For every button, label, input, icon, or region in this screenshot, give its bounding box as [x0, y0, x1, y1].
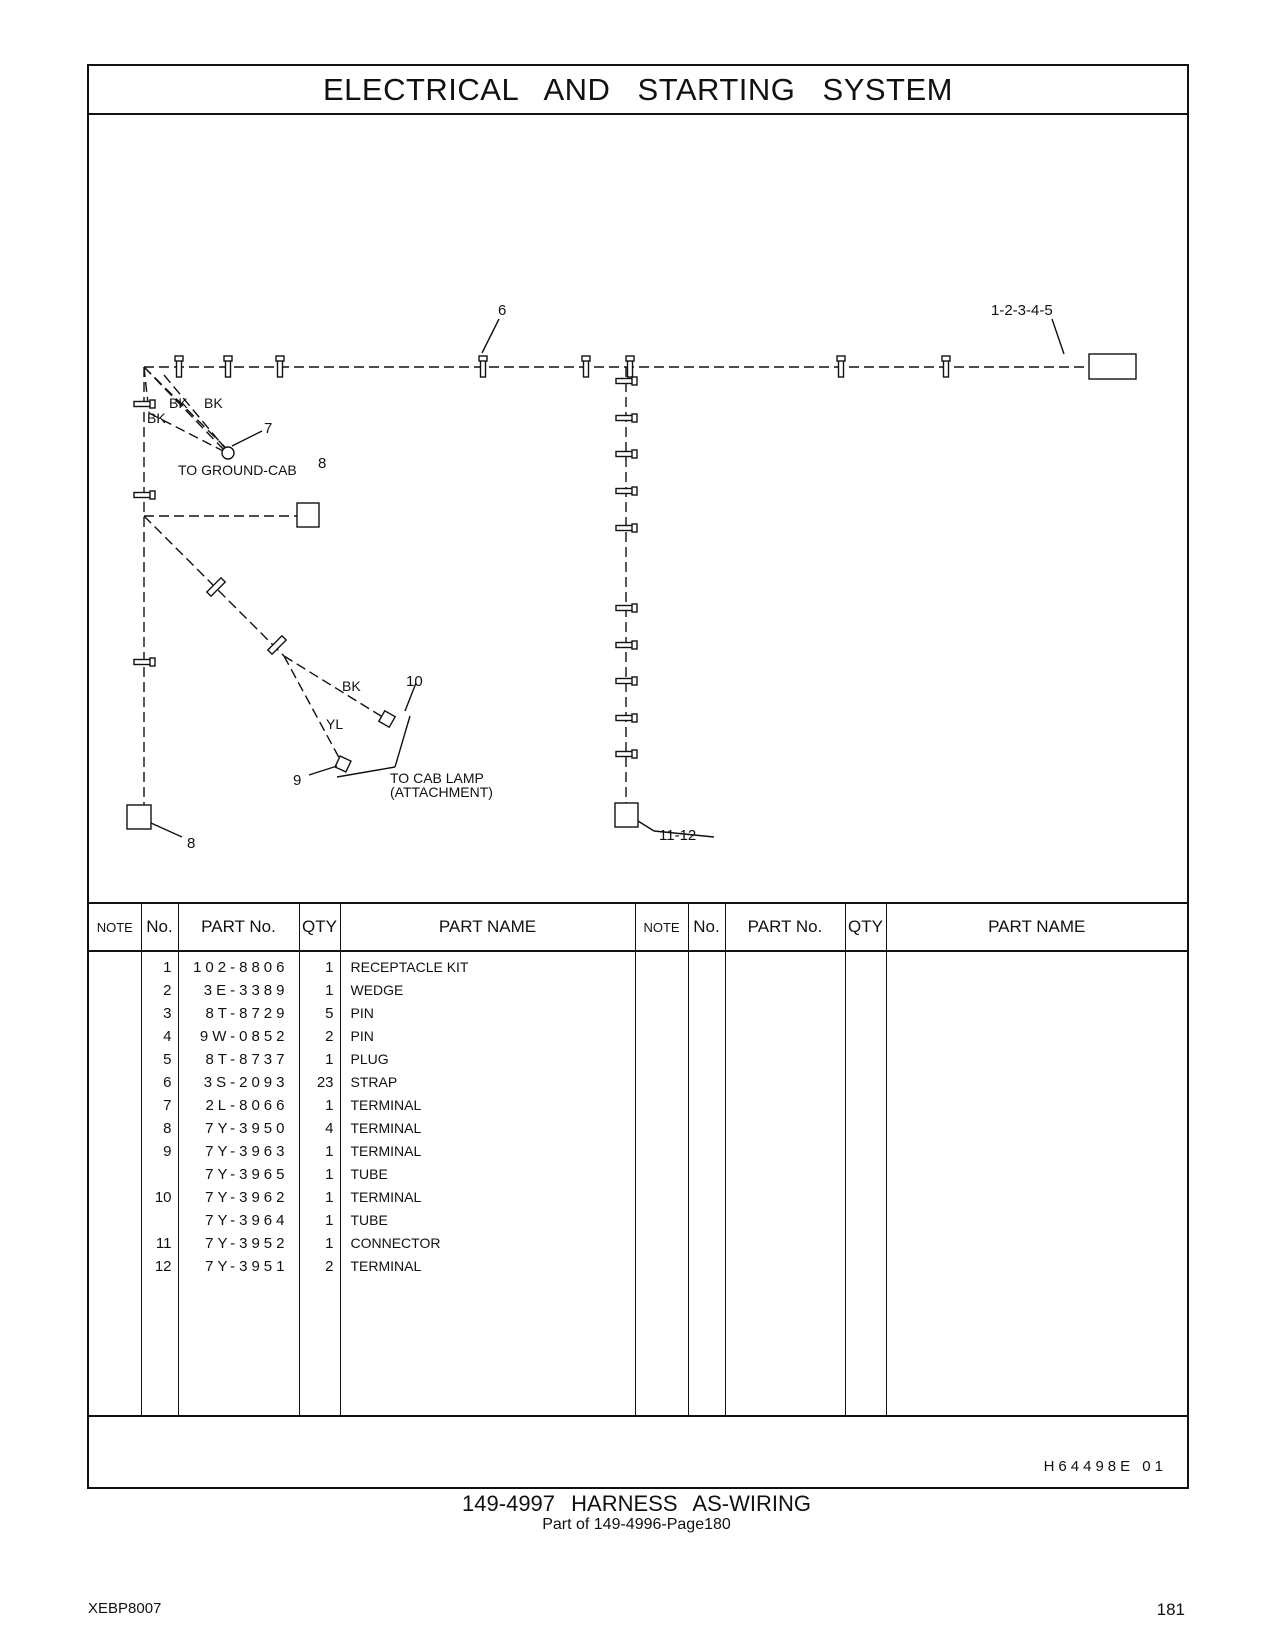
table-header-cell: PART No. [178, 903, 299, 951]
strap-group [134, 356, 950, 758]
terminal-10 [379, 711, 395, 727]
strap-head-icon [276, 356, 284, 361]
wire-label-bk: BK [204, 395, 223, 411]
table-cell-qty: 2 [325, 1258, 334, 1275]
receptacle-connector [1089, 354, 1136, 379]
strap-head-icon [632, 604, 637, 612]
note-cell [89, 1048, 141, 1071]
connector-11-12 [615, 803, 638, 827]
table-header-cell: QTY [845, 903, 886, 951]
col-note-left [89, 951, 141, 1416]
table-cell-part-no: 102-8806 [193, 959, 289, 976]
table-cell-part-no: 8T-8729 [205, 1005, 289, 1022]
caption-main: 149-4997 HARNESS AS-WIRING [462, 1491, 811, 1516]
callout-7: 7 [264, 420, 273, 437]
table-cell-part-no: 7Y-3965 [205, 1166, 289, 1183]
table-cell-no: 5 [163, 1051, 172, 1068]
note-cell [89, 956, 141, 979]
col-no-left [141, 951, 178, 1416]
table-cell-name: WEDGE [350, 982, 404, 998]
table-cell-name: PIN [350, 1028, 374, 1044]
table-cell-name: TERMINAL [350, 1143, 422, 1159]
callout-8-lower: 8 [187, 835, 196, 852]
table-cell-name: TERMINAL [350, 1189, 422, 1205]
strap-head-icon [632, 414, 637, 422]
strap-head-icon [582, 356, 590, 361]
note-cell [89, 1094, 141, 1117]
table-cell-no: 10 [154, 1189, 172, 1206]
strap-head-icon [150, 400, 155, 408]
strap-head-icon [632, 450, 637, 458]
table-header-cell: NOTE [635, 903, 688, 951]
table-cell-no: 8 [163, 1120, 172, 1137]
col-qty-left [299, 951, 340, 1416]
note-cell [89, 1002, 141, 1025]
table-cell-part-no: 9W-0852 [199, 1028, 289, 1045]
table-cell-name: TERMINAL [350, 1258, 422, 1274]
note-cell [89, 1255, 141, 1278]
table-cell-name: STRAP [350, 1074, 398, 1090]
wire-label-yl: YL [326, 716, 344, 732]
terminal-8-lower [127, 805, 151, 829]
table-cell-no [142, 1163, 178, 1186]
table-cell-part-no: 7Y-3952 [205, 1235, 289, 1252]
table-header-cell: NOTE [89, 903, 141, 951]
strap-head-icon [632, 750, 637, 758]
strap-head-icon [632, 524, 637, 532]
note-cell [89, 1209, 141, 1232]
table-cell-name: CONNECTOR [350, 1235, 441, 1251]
note-cell [89, 1025, 141, 1048]
callout-8-upper: 8 [318, 455, 327, 472]
table-cell-qty: 1 [325, 1235, 334, 1252]
ground-terminal-7 [222, 447, 234, 459]
col-name-right [886, 951, 1187, 1416]
col-qty-right [845, 951, 886, 1416]
table-cell-no: 3 [163, 1005, 172, 1022]
terminal-9 [335, 756, 351, 772]
table-cell-qty: 1 [325, 1097, 334, 1114]
strap-head-icon [150, 491, 155, 499]
table-cell-qty: 1 [325, 1189, 334, 1206]
table-cell-name: PLUG [350, 1051, 389, 1067]
table-cell-name: TUBE [350, 1212, 388, 1228]
note-to-ground-cab: TO GROUND-CAB [178, 462, 297, 478]
wire-label-bk: BK [169, 395, 188, 411]
footer-publication-id: XEBP8007 [88, 1600, 162, 1617]
wire-label-bk: BK [147, 410, 166, 426]
strap-head-icon [175, 356, 183, 361]
table-cell-name: TUBE [350, 1166, 388, 1182]
caption-sub: Part of 149-4996-Page180 [542, 1516, 731, 1533]
col-partno-right [725, 951, 845, 1416]
note-cell [89, 1071, 141, 1094]
table-header-cell: PART NAME [886, 903, 1187, 951]
callout-11-12: 11-12 [659, 827, 697, 844]
table-cell-no: 4 [163, 1028, 172, 1045]
table-cell-qty: 2 [325, 1028, 334, 1045]
caption [0, 1492, 1273, 1534]
document-code: H64498E 01 [1043, 1458, 1167, 1475]
page-frame [87, 64, 1189, 1489]
table-cell-part-no: 8T-8737 [205, 1051, 289, 1068]
note-cell [89, 1140, 141, 1163]
page-title: ELECTRICAL AND STARTING SYSTEM [323, 72, 953, 107]
callout-6: 6 [498, 302, 507, 319]
parts-table [89, 902, 1187, 1417]
table-cell-qty: 1 [325, 1143, 334, 1160]
strap-head-icon [632, 677, 637, 685]
strap-head-icon [224, 356, 232, 361]
note-attachment: (ATTACHMENT) [390, 784, 493, 800]
table-cell-name: RECEPTACLE KIT [350, 959, 469, 975]
table-cell-part-no: 7Y-3963 [205, 1143, 289, 1160]
table-cell-no [142, 1209, 178, 1232]
strap-head-icon [837, 356, 845, 361]
strap-head-icon [632, 641, 637, 649]
table-cell-no: 9 [163, 1143, 172, 1160]
col-partno-left [178, 951, 299, 1416]
table-cell-qty: 1 [325, 959, 334, 976]
table-header-cell: No. [141, 903, 178, 951]
strap-head-icon [942, 356, 950, 361]
table-cell-qty: 23 [316, 1074, 334, 1091]
table-cell-name: TERMINAL [350, 1097, 422, 1113]
table-cell-qty: 5 [325, 1005, 334, 1022]
table-cell-no: 6 [163, 1074, 172, 1091]
table-cell-part-no: 7Y-3951 [205, 1258, 289, 1275]
strap-head-icon [150, 658, 155, 666]
strap-head-icon [632, 487, 637, 495]
table-cell-part-no: 7Y-3962 [205, 1189, 289, 1206]
col-name-left [340, 951, 635, 1416]
table-header-cell: No. [688, 903, 725, 951]
table-cell-qty: 1 [325, 1051, 334, 1068]
col-no-right [688, 951, 725, 1416]
table-cell-qty: 4 [325, 1120, 334, 1137]
parts-table-area [89, 902, 1187, 1411]
col-note-right [635, 951, 688, 1416]
note-cell [89, 979, 141, 1002]
strap-head-icon [632, 714, 637, 722]
table-cell-no: 2 [163, 982, 172, 999]
callout-1-2-3-4-5: 1-2-3-4-5 [991, 302, 1053, 319]
note-cell [89, 1163, 141, 1186]
footer-page-number: 181 [1156, 1600, 1185, 1619]
strap-head-icon [632, 377, 637, 385]
wiring-diagram [89, 113, 1187, 902]
strap-icon [207, 578, 225, 596]
table-cell-part-no: 2L-8066 [205, 1097, 289, 1114]
table-cell-no: 7 [163, 1097, 172, 1114]
table-cell-qty: 1 [325, 1212, 334, 1229]
strap-icon [268, 636, 286, 654]
strap-head-icon [626, 356, 634, 361]
table-cell-part-no: 3E-3389 [203, 982, 289, 999]
table-cell-no: 11 [155, 1235, 172, 1252]
table-cell-no: 12 [154, 1258, 172, 1275]
title-bar [89, 66, 1187, 115]
table-cell-qty: 1 [325, 1166, 334, 1183]
callout-10: 10 [406, 673, 423, 690]
table-cell-part-no: 7Y-3964 [205, 1212, 289, 1229]
table-header-row [89, 903, 1187, 951]
table-header-cell: PART No. [725, 903, 845, 951]
terminal-8-upper [297, 503, 319, 527]
table-header-cell: QTY [299, 903, 340, 951]
note-cell [89, 1186, 141, 1209]
strap-head-icon [479, 356, 487, 361]
table-body-row [89, 951, 1187, 1416]
wire-label-bk: BK [342, 678, 361, 694]
note-cell [89, 1232, 141, 1255]
table-cell-part-no: 3S-2093 [203, 1074, 289, 1091]
note-to-cab-lamp: TO CAB LAMP [390, 770, 484, 786]
table-cell-name: TERMINAL [350, 1120, 422, 1136]
wiring-diagram-svg [89, 113, 1187, 902]
callout-9: 9 [293, 772, 302, 789]
table-cell-name: PIN [350, 1005, 374, 1021]
table-cell-no: 1 [163, 959, 172, 976]
note-cell [89, 1117, 141, 1140]
table-cell-qty: 1 [325, 982, 334, 999]
table-cell-part-no: 7Y-3950 [205, 1120, 289, 1137]
table-header-cell: PART NAME [340, 903, 635, 951]
